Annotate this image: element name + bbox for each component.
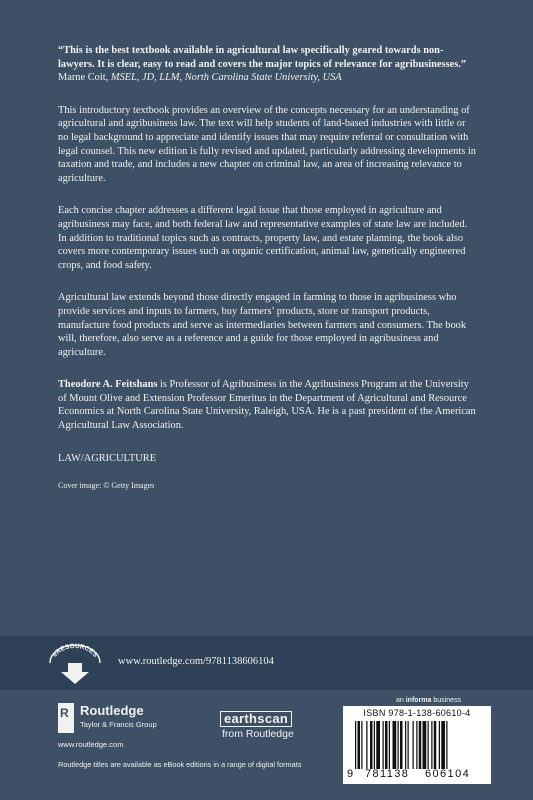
subject-category: LAW/AGRICULTURE xyxy=(58,452,157,464)
barcode-bar xyxy=(439,721,440,769)
description-paragraph-1: This introductory textbook provides an overview of the concepts necessary for an understanding of agricultural and agribusiness law. The text will help students of land-based industries with little or no legal background to appreciate and identify issues that may require referral or consultation with legal counsel. This new edition is fully revised and updated, particularly addressing developments in taxation and trade, and includes a new chapter on criminal law, an area of increasing relevance to agriculture. xyxy=(58,104,476,184)
barcode-bar xyxy=(398,721,399,769)
barcode-bar xyxy=(434,721,437,769)
barcode-bar xyxy=(374,721,375,769)
description-paragraph-2: Each concise chapter addresses a different legal issue that those employed in agriculture and agribusiness may face, and both federal law and representative examples of state law are included. In addition to traditional topics such as contracts, property law, and estate planning, the book also covers more contemporary issues such as organic certification, animal law, genetically engineered crops, and food safety. xyxy=(58,205,468,271)
barcode-bar xyxy=(385,721,388,769)
barcode-bar xyxy=(416,721,417,769)
endorsement-quote: “This is the best textbook available in agricultural law specifically geared towards non-lawyers. It is clear, easy to read and covers the major topics of relevance for agribusinesses.” xyxy=(58,45,467,70)
barcode-bar xyxy=(393,721,397,769)
barcode-bars xyxy=(355,721,487,769)
author-bio xyxy=(58,378,478,432)
barcode-left-digits: 781138 xyxy=(365,768,410,780)
barcode-bar xyxy=(366,721,367,769)
barcode-bar xyxy=(383,721,384,769)
barcode-bar xyxy=(355,721,356,769)
isbn-label: ISBN 978-1-138-60610-4 xyxy=(363,708,471,718)
svg-text:eRESOURCES xyxy=(51,643,99,659)
eresources-label: eRESOURCES xyxy=(51,642,99,659)
barcode-bar xyxy=(405,721,406,769)
eresources-icon xyxy=(46,641,104,685)
barcode-bar xyxy=(361,721,362,769)
author-bio-text: is Professor of Agribusiness in the Agribusiness Program at the University of Mount Olive and Extension Professor Emeritus in the Department of Agricultural and Resource Economics at North Carolina State University, Raleigh, USA. He is a past president of the American Agricultural Law Association. xyxy=(58,379,476,432)
cover-image-credit: Cover image: © Getty Images xyxy=(58,481,155,491)
eresources-url[interactable]: www.routledge.com/9781138606104 xyxy=(118,656,274,667)
routledge-mark-icon: R xyxy=(58,703,74,733)
imprint-from: from Routledge xyxy=(222,728,294,740)
barcode-bar xyxy=(400,721,403,769)
endorsement-attribution xyxy=(58,71,478,85)
barcode-bar xyxy=(389,721,390,769)
barcode-bar xyxy=(441,721,445,769)
publisher-url[interactable]: www.routledge.com xyxy=(58,740,124,749)
barcode-bar xyxy=(408,721,409,769)
barcode-bar xyxy=(446,721,447,769)
description-paragraph-3: Agricultural law extends beyond those directly engaged in farming to those in agribusiness who provide services and inputs to farmers, buy farmers’ products, store or transport products, manufacture food products and serve as intermediaries between farmers and consumers. The book will, therefore, also serve as a reference and a guide for those employed in agribusiness and agriculture. xyxy=(58,292,467,358)
publisher-group: Taylor & Francis Group xyxy=(80,720,157,729)
attribution-name: Marne Coit, xyxy=(58,72,111,84)
barcode-bar xyxy=(376,721,380,769)
attribution-credentials: MSEL, JD, LLM, North Carolina State University, USA xyxy=(110,72,342,84)
barcode-first-digit: 9 xyxy=(347,768,354,780)
back-cover-text xyxy=(58,44,478,493)
isbn-barcode xyxy=(343,706,491,784)
informa-business-label: an informa business xyxy=(396,697,461,704)
barcode-bar xyxy=(370,721,373,769)
barcode-right-digits: 606104 xyxy=(425,768,471,780)
author-name: Theodore A. Feitshans xyxy=(58,379,158,391)
barcode-bar xyxy=(358,721,361,769)
barcode-bar xyxy=(413,721,414,769)
barcode-bar xyxy=(419,721,422,769)
ebook-availability-note: Routledge titles are available as eBook editions in a range of digital formats xyxy=(58,760,302,769)
earthscan-logo xyxy=(220,710,320,742)
imprint-name: earthscan xyxy=(220,711,292,727)
barcode-bar xyxy=(431,721,432,769)
publisher-name: Routledge xyxy=(80,703,144,718)
barcode-bar xyxy=(423,721,427,769)
barcode-bar xyxy=(428,721,429,769)
routledge-logo xyxy=(58,703,188,737)
